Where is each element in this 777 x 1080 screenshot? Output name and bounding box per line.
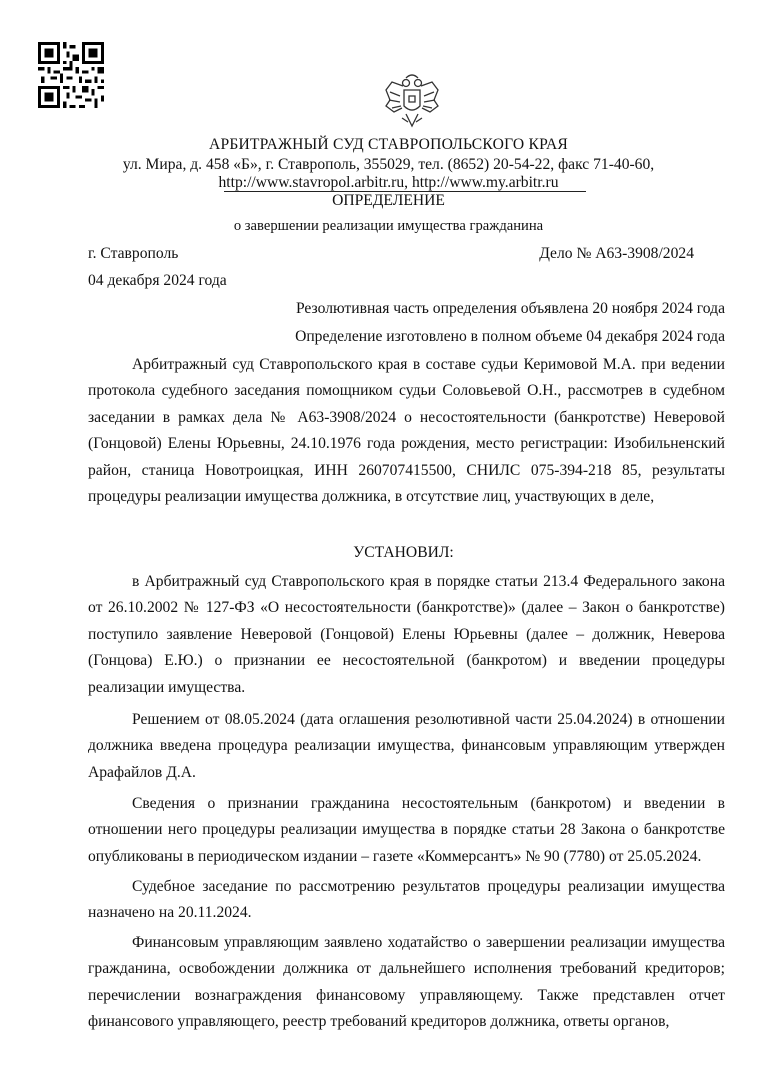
coat-of-arms-icon: [382, 70, 442, 132]
intro-paragraph: [88, 352, 725, 510]
document-subject: о завершении реализации имущества гражданина: [233, 218, 544, 234]
paragraph-3: [88, 791, 725, 870]
paragraph-2: [88, 707, 725, 786]
paragraph-5: [88, 930, 725, 1036]
city: г. Ставрополь: [88, 245, 179, 262]
paragraph-text: Решением от 08.05.2024 (дата оглашения резолютивной части 25.04.2024) в отношении должника введена процедура реализации имущества, финансовым управляющим утвержден Арафайлов Д.А.: [88, 711, 725, 781]
document-type: ОПРЕДЕЛЕНИЕ: [332, 192, 445, 209]
paragraph-1: [88, 569, 725, 701]
paragraph-text: Судебное заседание по рассмотрению результатов процедуры реализации имущества назначено на 20.11.2024.: [88, 878, 725, 922]
court-websites: http://www.stavropol.arbitr.ru, http://www.my.arbitr.ru: [218, 174, 559, 191]
paragraph-text: в Арбитражный суд Ставропольского края в порядке статьи 213.4 Федерального закона от 26.10.2002 № 127-ФЗ «О несостоятельности (банкротстве)» (далее – Закон о банкротстве) поступило заявление Неверовой (Гонцовой) Елены Юрьевны (далее – должник, Неверова (Гонцова) Е.Ю.) о признании ее несостоятельной (банкротом) и введении процедуры реализации имущества.: [88, 573, 725, 696]
paragraph-text: Финансовым управляющим заявлено ходатайство о завершении реализации имущества гражданина, освобождении должника от дальнейшего исполнения требований кредиторов; перечислении вознаграждения финансовому управляющему. Также представлен отчет финансового управляющего, реестр требований кредиторов должника, ответы органов,: [88, 934, 725, 1031]
court-address: ул. Мира, д. 458 «Б», г. Ставрополь, 355029, тел. (8652) 20-54-22, факс 71-40-60,: [122, 156, 655, 173]
document-date: 04 декабря 2024 года: [88, 272, 227, 289]
qr-code-icon: [38, 42, 104, 108]
court-name: АРБИТРАЖНЫЙ СУД СТАВРОПОЛЬСКОГО КРАЯ: [208, 136, 569, 153]
case-number: Дело № А63-3908/2024: [539, 245, 694, 262]
established-heading: УСТАНОВИЛ:: [353, 544, 454, 561]
paragraph-text: Сведения о признании гражданина несостоятельным (банкротом) и введении в отношении него процедуры реализации имущества в порядке статьи 28 Закона о банкротстве опубликованы в периодическом издании – газете «Коммерсантъ» № 90 (7780) от 25.05.2024.: [88, 795, 725, 865]
paragraph-text: Арбитражный суд Ставропольского края в составе судьи Керимовой М.А. при ведении протокола судебного заседания помощником судьи Соловьевой О.Н., рассмотрев в судебном заседании в рамках дела № А63-3908/2024 о несостоятельности (банкротстве) Неверовой (Гонцовой) Елены Юрьевны, 24.10.1976 года рождения, место регистрации: Изобильненский район, станица Новотроицкая, ИНН 260707415500, СНИЛС 075-394-218 85, результаты процедуры реализации имущества должника, в отсутствие лиц, участвующих в деле,: [88, 356, 725, 506]
paragraph-4: [88, 874, 725, 927]
resolution-announced: Резолютивная часть определения объявлена 20 ноября 2024 года: [295, 300, 725, 317]
full-text-date: Определение изготовлено в полном объеме 04 декабря 2024 года: [295, 328, 725, 345]
